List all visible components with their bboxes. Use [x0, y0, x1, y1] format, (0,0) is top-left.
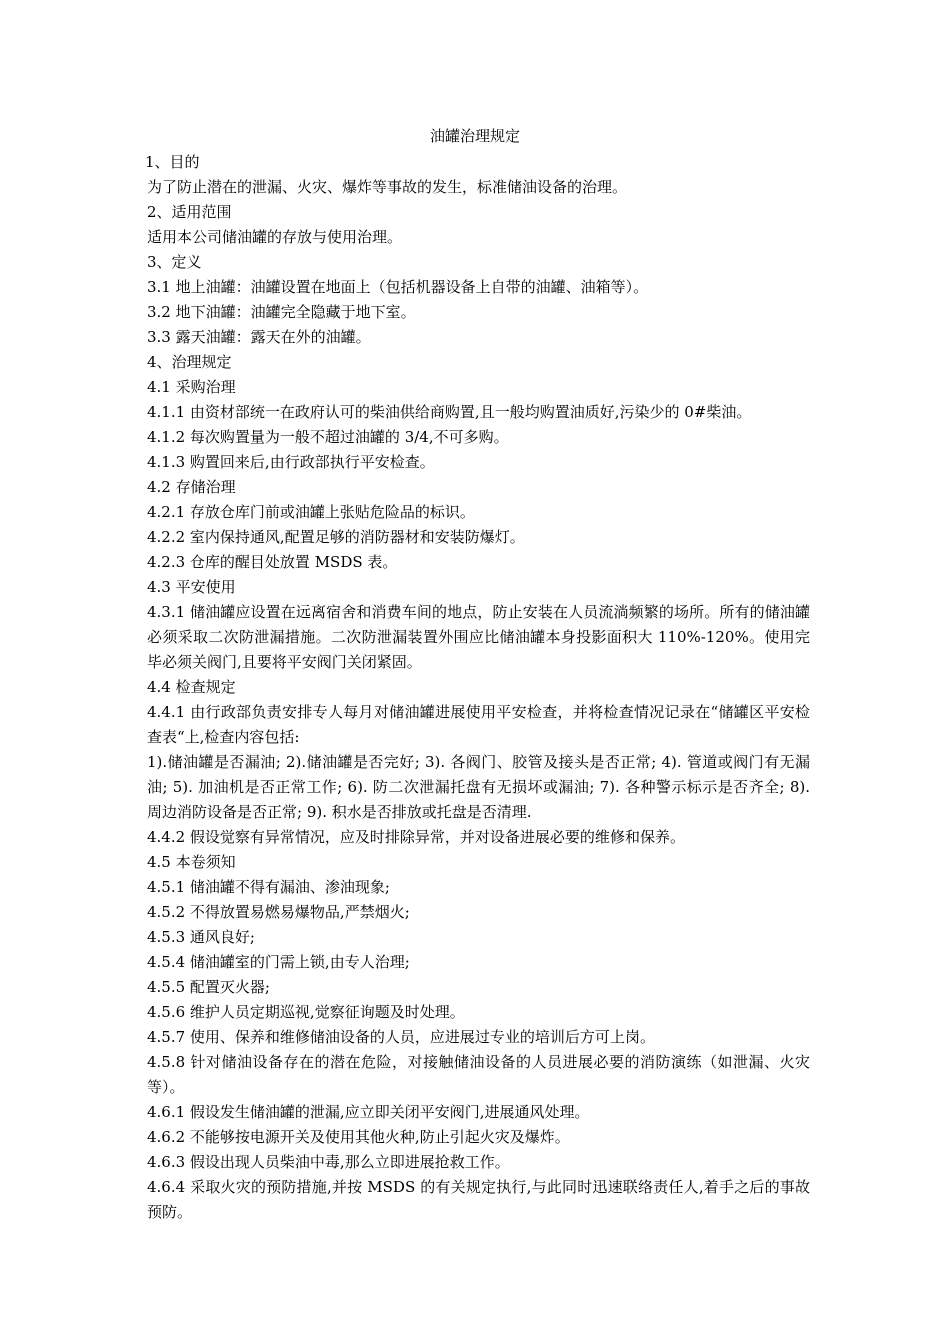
paragraph-4-2-1: 4.2.1 存放仓库门前或油罐上张贴危险品的标识。: [147, 503, 475, 521]
paragraph-4-2-2: 4.2.2 室内保持通风,配置足够的消防器材和安装防爆灯。: [147, 528, 525, 546]
paragraph-3-1: 3.1 地上油罐：油罐设置在地面上（包括机器设备上自带的油罐、油箱等）。: [147, 278, 649, 296]
paragraph-4-5-1: 4.5.1 储油罐不得有漏油、渗油现象;: [147, 878, 390, 896]
paragraph-4-4-1: 4.4.1 由行政部负责安排专人每月对储油罐进展使用平安检查，并将检查情况记录在“储罐区平安检查表“上,检查内容包括:: [147, 703, 810, 746]
paragraph-4-5-3: 4.5.3 通风良好;: [147, 928, 255, 946]
document-body: [145, 150, 810, 1225]
paragraph-3-2: 3.2 地下油罐：油罐完全隐藏于地下室。: [147, 303, 416, 321]
paragraph-4-1-1: 4.1.1 由资材部统一在政府认可的柴油供给商购置,且一般均购置油质好,污染少的 0#柴油。: [147, 403, 752, 421]
heading-4-3: 4.3 平安使用: [147, 578, 236, 596]
paragraph-4-5-6: 4.5.6 维护人员定期巡视,觉察征询题及时处理。: [147, 1003, 465, 1021]
paragraph-4-5-5: 4.5.5 配置灭火器;: [147, 978, 270, 996]
paragraph-4-6-2: 4.6.2 不能够按电源开关及使用其他火种,防止引起火灾及爆炸。: [147, 1128, 570, 1146]
heading-scope: 2、适用范围: [147, 203, 232, 221]
paragraph-4-4-2: 4.4.2 假设觉察有异常情况，应及时排除异常，并对设备进展必要的维修和保养。: [147, 828, 685, 846]
paragraph-4-5-2: 4.5.2 不得放置易燃易爆物品,严禁烟火;: [147, 903, 410, 921]
heading-4-4: 4.4 检查规定: [147, 678, 236, 696]
document-title: 油罐治理规定: [429, 127, 520, 145]
heading-4-5: 4.5 本卷须知: [147, 853, 236, 871]
heading-regulations: 4、治理规定: [147, 353, 232, 371]
paragraph-4-3-1: 4.3.1 储油罐应设置在远离宿舍和消费车间的地点，防止安装在人员流淌频繁的场所。所有的储油罐必须采取二次防泄漏措施。二次防泄漏装置外围应比储油罐本身投影面积大 110%-120%。使用完毕必须关阀门,且要将平安阀门关闭紧固。: [147, 603, 810, 671]
paragraph-inspection-items: 1).储油罐是否漏油; 2).储油罐是否完好; 3). 各阀门、胶管及接头是否正常; 4). 管道或阀门有无漏油; 5). 加油机是否正常工作; 6). 防二次泄漏托盘有无损坏或漏油; 7). 各种警示标示是否齐全; 8). 周边消防设备是否正常; 9). 积水是否排放或托盘是否清理.: [147, 753, 810, 821]
paragraph-scope: 适用本公司储油罐的存放与使用治理。: [147, 228, 403, 246]
paragraph-4-1-3: 4.1.3 购置回来后,由行政部执行平安检查。: [147, 453, 435, 471]
heading-purpose: 1、目的: [145, 153, 200, 171]
heading-definitions: 3、定义: [147, 253, 202, 271]
paragraph-4-6-3: 4.6.3 假设出现人员柴油中毒,那么立即进展抢救工作。: [147, 1153, 510, 1171]
heading-4-1: 4.1 采购治理: [147, 378, 236, 396]
paragraph-4-6-1: 4.6.1 假设发生储油罐的泄漏,应立即关闭平安阀门,进展通风处理。: [147, 1103, 590, 1121]
paragraph-purpose: 为了防止潜在的泄漏、火灾、爆炸等事故的发生，标准储油设备的治理。: [147, 178, 628, 196]
paragraph-4-5-4: 4.5.4 储油罐室的门需上锁,由专人治理;: [147, 953, 410, 971]
heading-4-2: 4.2 存储治理: [147, 478, 236, 496]
paragraph-4-5-8: 4.5.8 针对储油设备存在的潜在危险，对接触储油设备的人员进展必要的消防演练（如泄漏、火灾等）。: [147, 1053, 810, 1096]
paragraph-3-3: 3.3 露天油罐：露天在外的油罐。: [147, 328, 371, 346]
paragraph-4-2-3: 4.2.3 仓库的醒目处放置 MSDS 表。: [147, 553, 398, 571]
paragraph-4-5-7: 4.5.7 使用、保养和维修储油设备的人员，应进展过专业的培训后方可上岗。: [147, 1028, 655, 1046]
paragraph-4-1-2: 4.1.2 每次购置量为一般不超过油罐的 3/4,不可多购。: [147, 428, 509, 446]
paragraph-4-6-4: 4.6.4 采取火灾的预防措施,并按 MSDS 的有关规定执行,与此同时迅速联络责任人,着手之后的事故预防。: [147, 1178, 810, 1221]
